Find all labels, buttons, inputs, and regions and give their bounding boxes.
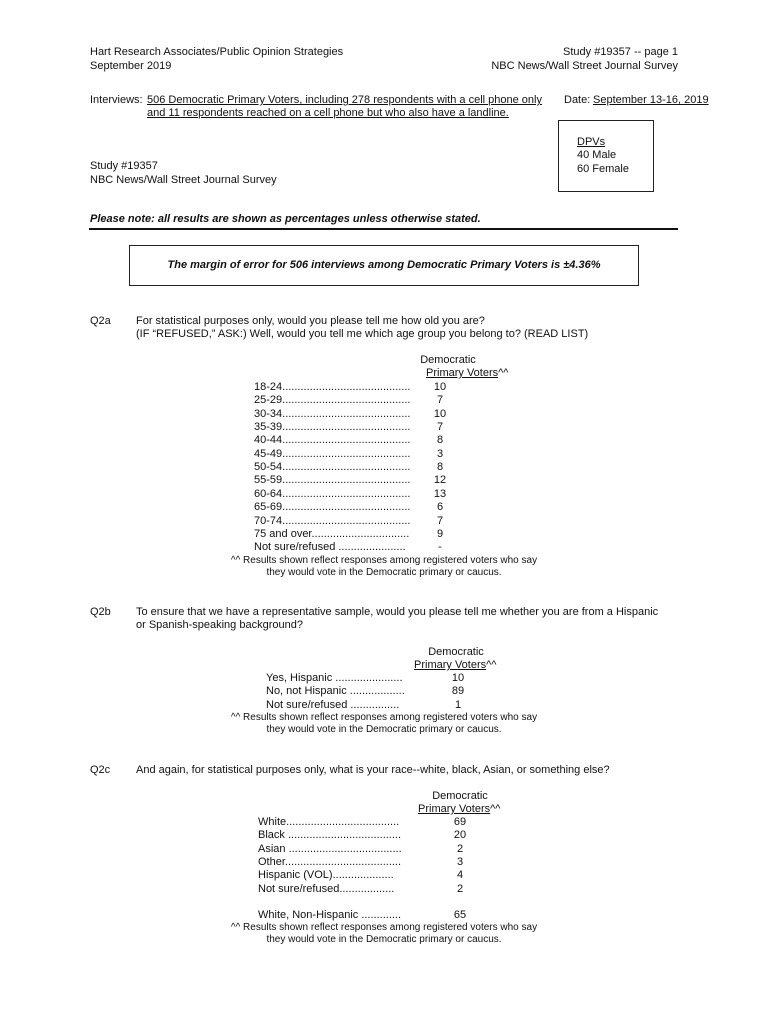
q2c-row-value: 4 <box>456 869 464 882</box>
q2a-col-head-1: Democratic <box>420 354 476 366</box>
q2b-text-1: To ensure that we have a representative sample, would you please tell me whether you are from a Hispanic <box>136 606 659 618</box>
q2c-footnote-1: ^^ Results shown reflect responses among registered voters who say <box>230 922 538 933</box>
interview-date: September 13-16, 2019 <box>593 94 709 106</box>
divider-line <box>89 228 678 230</box>
q2c-number: Q2c <box>90 764 111 776</box>
q2b-row-label: Not sure/refused ................ <box>266 698 400 711</box>
q2a-row-label: 18-24.......................................... <box>254 381 411 393</box>
q2a-row-label: 75 and over................................ <box>254 527 410 540</box>
q2a-row-value: 6 <box>436 501 444 514</box>
q2a-footnote-2: they would vote in the Democratic primary or caucus. <box>266 567 502 578</box>
interviews-line-2: and 11 respondents reached on a cell phone but who also have a landline. <box>147 107 509 119</box>
q2b-row-value: 10 <box>451 672 465 684</box>
q2c-row-value: 2 <box>456 882 464 895</box>
q2a-row-label: 30-34.......................................... <box>254 407 411 420</box>
q2c-col-head-1: Democratic <box>432 790 488 802</box>
q2c-row-value: 2 <box>456 842 464 855</box>
percentage-note: Please note: all results are shown as percentages unless otherwise stated. <box>90 213 481 225</box>
q2c-row-value: 69 <box>453 816 467 828</box>
q2a-row-label: 40-44.......................................... <box>254 434 411 447</box>
q2a-row-value: - <box>438 541 442 554</box>
q2b-row-label: No, not Hispanic .................. <box>266 685 405 698</box>
q2c-row-value: 20 <box>453 829 467 842</box>
q2c-row-label: Not sure/refused.................. <box>258 882 395 895</box>
q2c-row-label: Asian ..................................... <box>258 842 402 855</box>
q2a-footnote-1: ^^ Results shown reflect responses among registered voters who say <box>230 555 538 566</box>
interviews-line-1: 506 Democratic Primary Voters, including 278 respondents with a cell phone only <box>147 94 542 106</box>
q2c-footnote-2: they would vote in the Democratic primary or caucus. <box>266 934 502 945</box>
study-number: Study #19357 <box>90 160 158 172</box>
q2b-row-value: 1 <box>454 698 462 711</box>
dpv-title: DPVs <box>577 136 606 148</box>
q2b-col-head-2: Primary Voters^^ <box>414 659 497 671</box>
q2a-row-value: 10 <box>433 381 447 393</box>
date-label: Date: <box>564 94 591 106</box>
q2b-text-2: or Spanish-speaking background? <box>136 619 303 631</box>
q2a-row-value: 8 <box>436 434 444 447</box>
q2b-footnote-2: they would vote in the Democratic primary or caucus. <box>266 724 502 735</box>
q2b-col-head-1: Democratic <box>428 646 484 658</box>
q2c-row-label: White..................................... <box>258 816 400 828</box>
survey-name: NBC News/Wall Street Journal Survey <box>491 60 678 72</box>
dpv-female: 60 Female <box>577 163 629 175</box>
q2c-extra-label: White, Non-Hispanic ............. <box>258 909 402 921</box>
q2b-footnote-1: ^^ Results shown reflect responses among registered voters who say <box>230 712 538 723</box>
q2a-number: Q2a <box>90 315 111 327</box>
q2a-row-value: 7 <box>436 514 444 527</box>
q2a-row-value: 9 <box>436 527 444 540</box>
q2a-row-label: 60-64.......................................... <box>254 487 411 500</box>
q2a-col-head-2: Primary Voters^^ <box>426 367 509 379</box>
header-date: September 2019 <box>90 60 172 72</box>
q2a-row-value: 3 <box>436 447 444 460</box>
q2a-row-value: 13 <box>433 487 447 500</box>
q2a-row-label: 65-69.......................................... <box>254 501 411 514</box>
q2c-row-label: Hispanic (VOL).................... <box>258 869 394 882</box>
study-survey: NBC News/Wall Street Journal Survey <box>90 174 277 186</box>
q2c-row-label: Black ..................................... <box>258 829 402 842</box>
q2c-row-value: 3 <box>456 855 464 868</box>
q2c-extra-value: 65 <box>453 909 467 921</box>
q2a-row-value: 7 <box>436 421 444 434</box>
q2a-row-label: 55-59.......................................... <box>254 474 411 487</box>
q2a-text-2: (IF “REFUSED,” ASK:) Well, would you tell me which age group you belong to? (READ LIST) <box>136 328 589 340</box>
q2c-row-label: Other...................................... <box>258 855 402 868</box>
dpv-box <box>558 120 654 192</box>
q2a-row-value: 8 <box>436 461 444 474</box>
q2a-row-label: Not sure/refused ...................... <box>254 541 406 554</box>
dpv-male: 40 Male <box>577 149 617 161</box>
margin-box <box>129 245 639 286</box>
q2c-col-head-2: Primary Voters^^ <box>418 803 501 815</box>
margin-of-error: The margin of error for 506 interviews among Democratic Primary Voters is ±4.36% <box>167 259 601 271</box>
q2a-text-1: For statistical purposes only, would you please tell me how old you are? <box>136 315 485 327</box>
q2a-row-value: 12 <box>433 474 447 487</box>
q2a-row-value: 10 <box>433 407 447 420</box>
org-name: Hart Research Associates/Public Opinion Strategies <box>90 46 344 58</box>
q2b-number: Q2b <box>90 606 111 618</box>
q2b-row-value: 89 <box>451 685 465 698</box>
q2a-row-label: 45-49.......................................... <box>254 447 411 460</box>
q2a-row-label: 25-29.......................................... <box>254 394 411 407</box>
study-page: Study #19357 -- page 1 <box>563 46 678 58</box>
q2a-row-label: 35-39.......................................... <box>254 421 411 434</box>
q2a-row-label: 70-74.......................................... <box>254 514 411 527</box>
q2b-row-label: Yes, Hispanic ...................... <box>266 672 403 684</box>
q2a-row-label: 50-54.......................................... <box>254 461 411 474</box>
interviews-label: Interviews: <box>90 94 143 106</box>
q2c-text-1: And again, for statistical purposes only, what is your race--white, black, Asian, or something else? <box>136 764 610 776</box>
q2a-row-value: 7 <box>436 394 444 407</box>
